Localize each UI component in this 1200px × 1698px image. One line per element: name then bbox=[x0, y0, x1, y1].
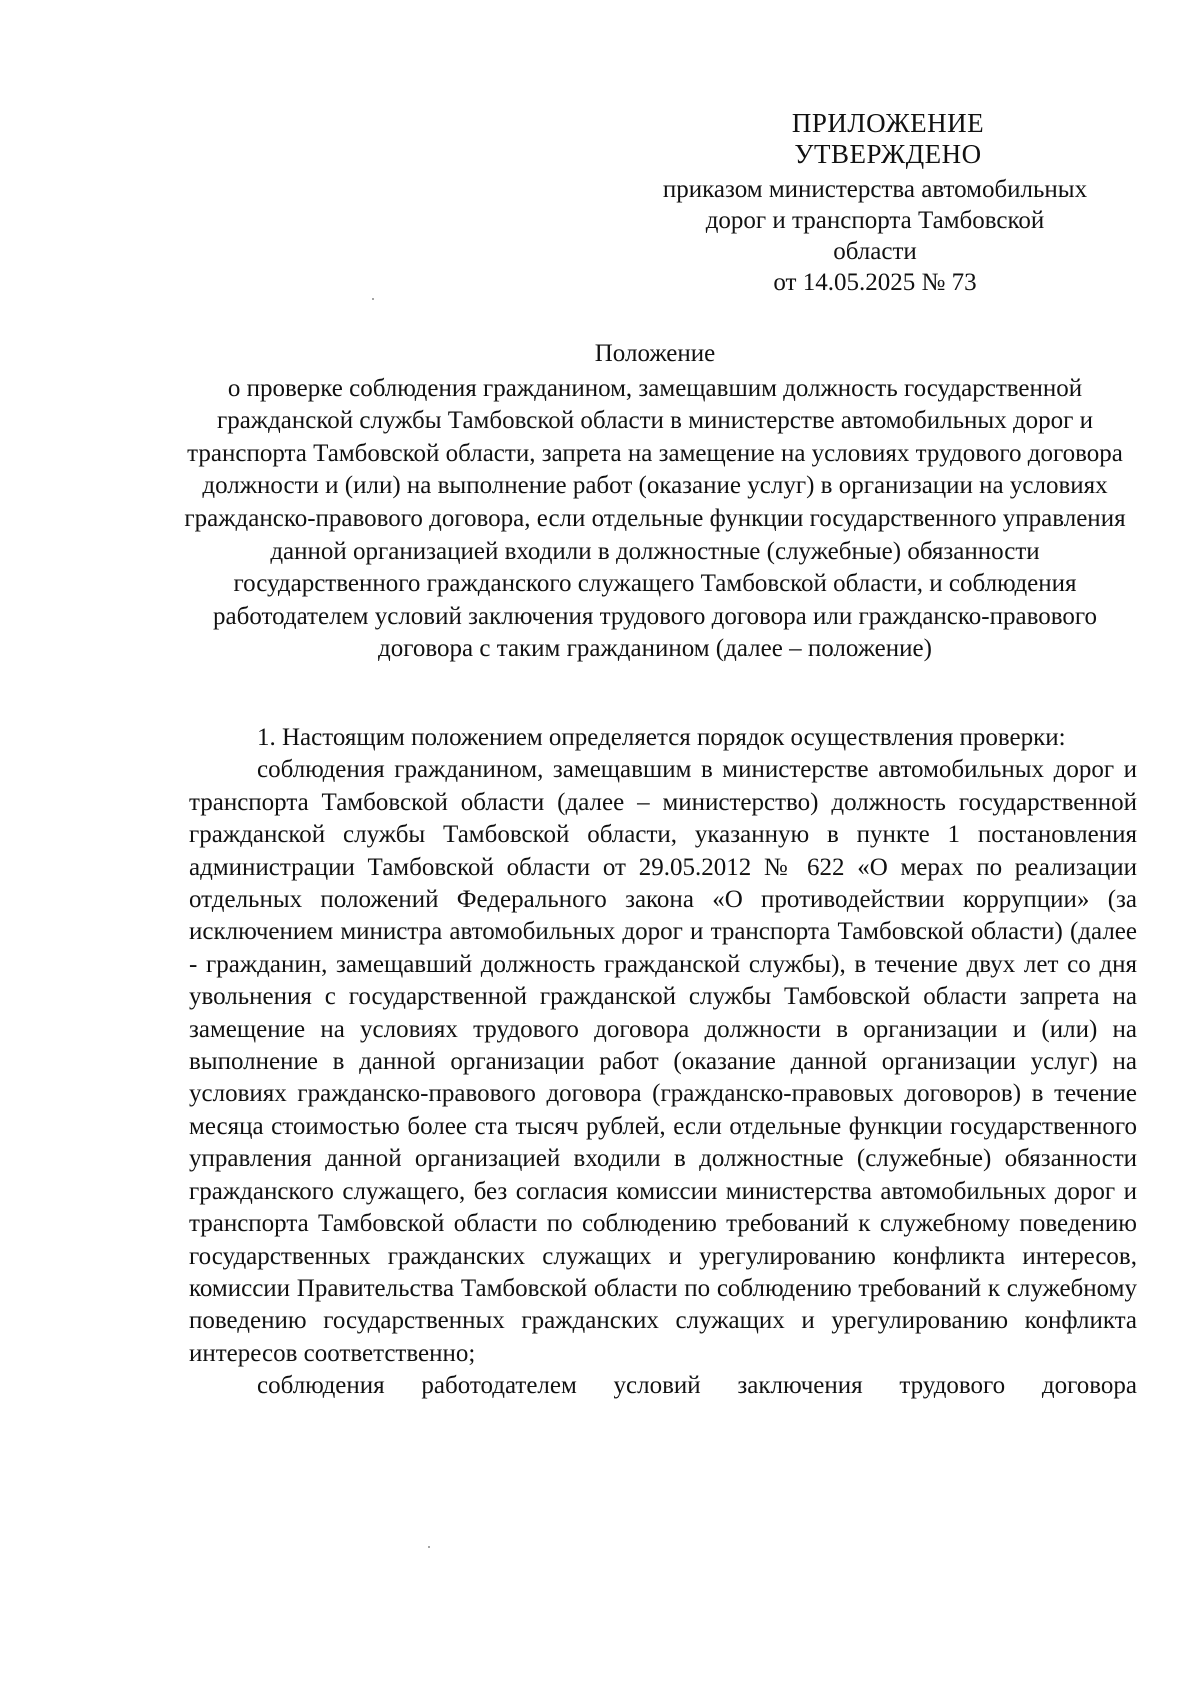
approval-line-3: области bbox=[833, 238, 917, 265]
approval-block bbox=[610, 108, 1140, 298]
approval-line-2: дорог и транспорта Тамбовской bbox=[705, 207, 1045, 234]
scan-speck bbox=[372, 298, 374, 300]
annex-label: ПРИЛОЖЕНИЕ bbox=[791, 108, 985, 138]
title-subject: о проверке соблюдения гражданином, замещавшим должность государственной гражданской службы Тамбовской области в министерстве автомобильных дорог и транспорта Тамбовской области, запрета на замещение на условиях трудового договора должности и (или) на выполнение работ (оказание услуг) в организации на условиях гражданско-правового договора, если отдельные функции государственного управления данной организацией входили в должностные (служебные) обязанности государственного гражданского служащего Тамбовской области, и соблюдения работодателем условий заключения трудового договора или гражданско-правового договора с таким гражданином (далее – положение) bbox=[184, 374, 1126, 663]
scan-speck bbox=[428, 1546, 430, 1548]
paragraph-1: 1. Настоящим положением определяется порядок осуществления проверки: bbox=[257, 724, 1066, 751]
approval-line-1: приказом министерства автомобильных bbox=[662, 176, 1088, 203]
paragraph-3: соблюдения работодателем условий заключения трудового договора bbox=[257, 1372, 1137, 1400]
paragraph-2: соблюдения гражданином, замещавшим в министерстве автомобильных дорог и транспорта Тамбовской области (далее – министерство) должность государственной гражданской службы Тамбовской области, указанную в пункте 1 постановления администрации Тамбовской области от 29.05.2012 № 622 «О мерах по реализации отдельных положений Федерального закона «О противодействии коррупции» (за исключением министра автомобильных дорог и транспорта Тамбовской области) (далее - гражданин, замещавший должность гражданской службы), в течение двух лет со дня увольнения с государственной гражданской службы Тамбовской области запрета на замещение на условиях трудового договора должности в организации и (или) на выполнение в данной организации работ (оказание данной организации услуг) на условиях гражданско-правового договора (гражданско-правовых договоров) в течение месяца стоимостью более ста тысяч рублей, если отдельные функции государственного управления данной организацией входили в должностные (служебные) обязанности гражданского служащего, без согласия комиссии министерства автомобильных дорог и транспорта Тамбовской области по соблюдению требований к служебному поведению государственных гражданских служащих и урегулированию конфликта интересов, комиссии Правительства Тамбовской области по соблюдению требований к служебному поведению государственных гражданских служащих и урегулированию конфликта интересов соответственно; bbox=[189, 756, 1137, 1367]
document-body bbox=[189, 722, 1137, 1403]
approved-label: УТВЕРЖДЕНО bbox=[794, 139, 982, 169]
title-heading: Положение bbox=[594, 340, 716, 367]
document-title bbox=[175, 338, 1135, 666]
approval-line-4: от 14.05.2025 № 73 bbox=[773, 269, 977, 296]
